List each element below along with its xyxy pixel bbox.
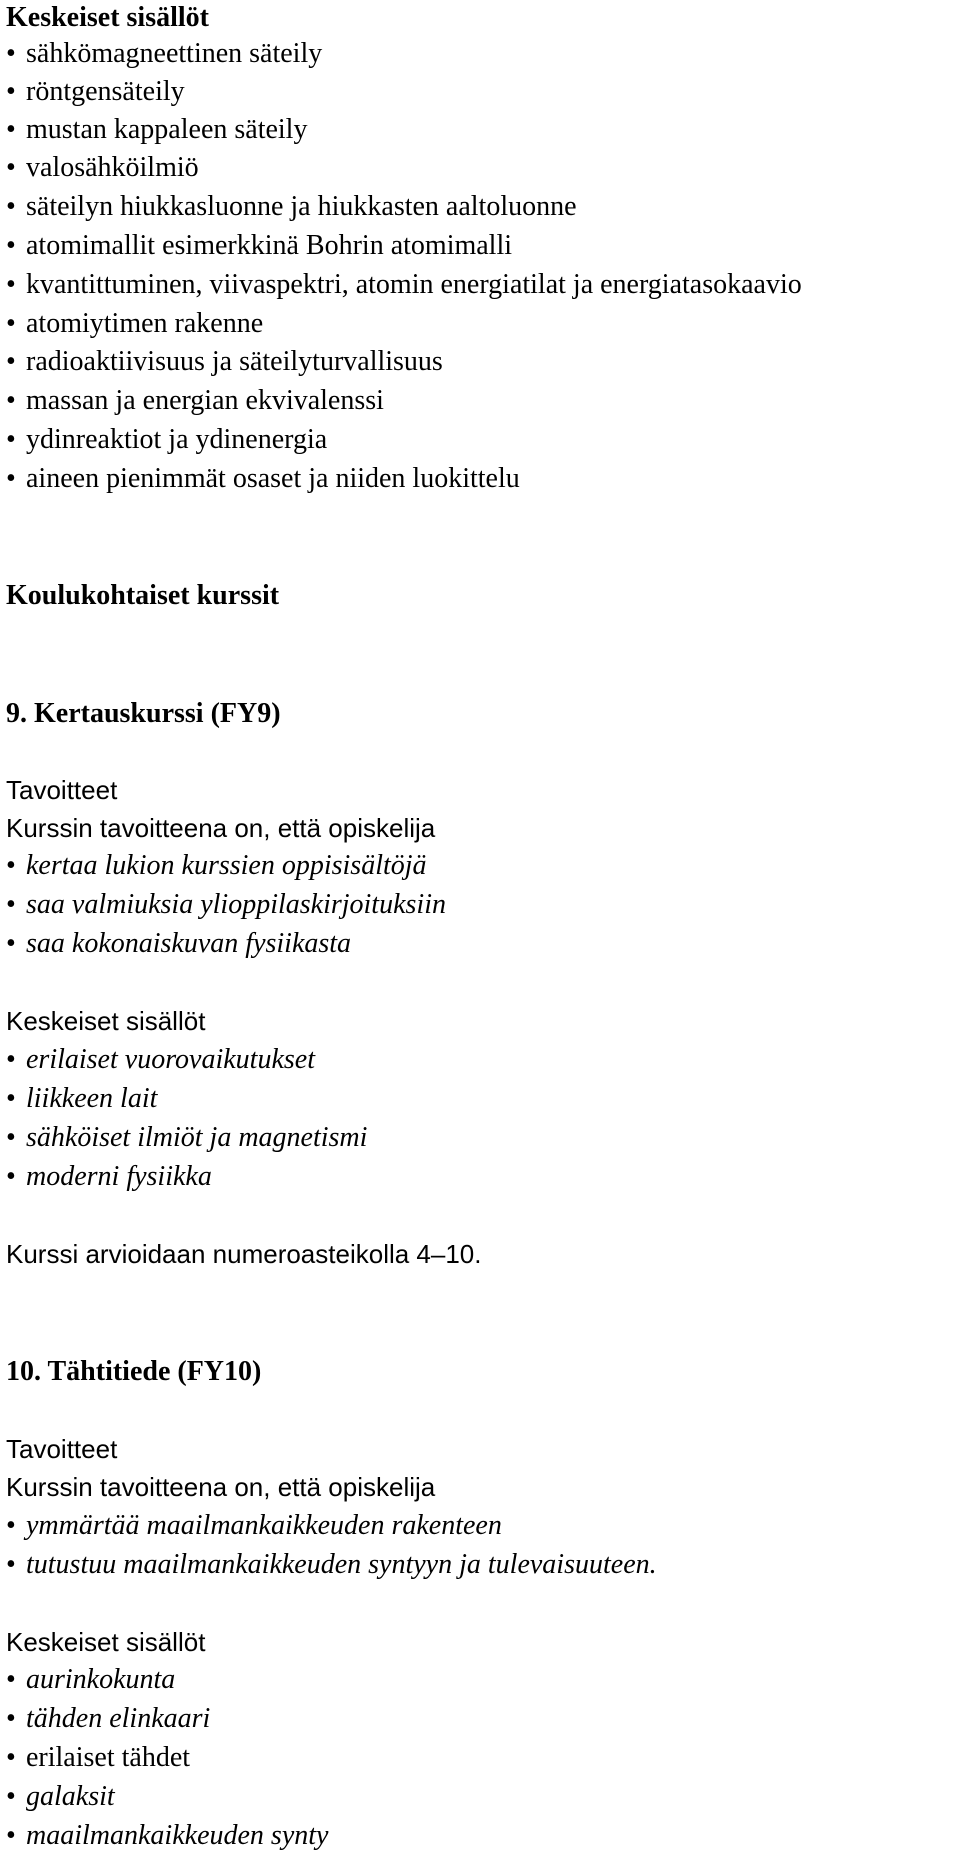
list-item-text: atomiytimen rakenne [26,308,264,339]
bullet: • [6,1044,16,1075]
list-item-text: kvantittuminen, viivaspektri, atomin energiatilat ja energiatasokaavio [26,269,802,300]
list-item-text: sähkömagneettinen säteily [26,38,323,69]
bullet: • [6,269,16,300]
list-item-text: tähden elinkaari [26,1703,211,1734]
list-item [6,189,577,225]
bullet: • [6,424,16,455]
list-item-text: valosähköilmiö [26,152,199,183]
list-item-text: röntgensäteily [26,76,185,107]
bullet: • [6,1820,16,1851]
list-item-text: maailmankaikkeuden synty [26,1820,329,1851]
list-item [6,1159,212,1195]
course9-assessment: Kurssi arvioidaan numeroasteikolla 4–10. [6,1239,482,1269]
list-item [6,1701,210,1737]
list-item-text: erilaiset tähdet [26,1742,191,1773]
list-item [6,1081,157,1117]
list-item [6,228,512,264]
list-item-text: liikkeen lait [26,1083,158,1114]
list-item-text: galaksit [26,1781,115,1812]
list-item [6,36,322,72]
list-item [6,926,351,962]
bullet: • [6,1781,16,1812]
list-item [6,74,185,110]
list-item [6,887,446,923]
bullet: • [6,230,16,261]
list-item [6,1547,657,1583]
list-item-text: ydinreaktiot ja ydinenergia [26,424,328,455]
list-item [6,112,307,148]
bullet: • [6,850,16,881]
list-item-text: kertaa lukion kurssien oppisisältöjä [26,850,427,881]
bullet: • [6,1549,16,1580]
bullet: • [6,1083,16,1114]
list-item-text: sähköiset ilmiöt ja magnetismi [26,1122,368,1153]
bullet: • [6,38,16,69]
bullet: • [6,152,16,183]
list-item [6,344,443,380]
list-item-text: aurinkokunta [26,1664,176,1695]
list-item [6,1818,328,1854]
list-item [6,1042,315,1078]
list-item-text: ymmärtää maailmankaikkeuden rakenteen [26,1510,502,1541]
list-item [6,422,327,458]
list-item-text: säteilyn hiukkasluonne ja hiukkasten aaltoluonne [26,191,577,222]
list-item [6,1120,367,1156]
course10-goals-intro: Kurssin tavoitteena on, että opiskelija [6,1472,436,1502]
list-item-text: tutustuu maailmankaikkeuden syntyyn ja tulevaisuuteen. [26,1549,657,1580]
bullet: • [6,1122,16,1153]
list-item-text: saa kokonaiskuvan fysiikasta [26,928,352,959]
bullet: • [6,76,16,107]
list-item [6,383,384,419]
list-item-text: moderni fysiikka [26,1161,212,1192]
list-item-text: mustan kappaleen säteily [26,114,308,145]
list-item-text: radioaktiivisuus ja säteilyturvallisuus [26,346,443,377]
course9-goals-heading: Tavoitteet [6,775,118,805]
bullet: • [6,346,16,377]
list-item [6,461,520,497]
list-item-text: atomimallit esimerkkinä Bohrin atomimalli [26,230,513,261]
bullet: • [6,308,16,339]
list-item [6,1662,175,1698]
bullet: • [6,385,16,416]
bullet: • [6,1161,16,1192]
bullet: • [6,463,16,494]
list-item [6,848,427,884]
list-item-text: erilaiset vuorovaikutukset [26,1044,315,1075]
list-item-text: saa valmiuksia ylioppilaskirjoituksiin [26,889,446,920]
contents-heading: Keskeiset sisällöt [6,2,209,33]
list-item [6,267,802,303]
bullet: • [6,889,16,920]
course9-goals-intro: Kurssin tavoitteena on, että opiskelija [6,813,436,843]
bullet: • [6,928,16,959]
bullet: • [6,1742,16,1773]
course10-goals-heading: Tavoitteet [6,1434,118,1464]
list-item [6,1740,190,1776]
list-item [6,1508,502,1544]
list-item [6,150,199,186]
list-item [6,306,263,342]
list-item-text: aineen pienimmät osaset ja niiden luokittelu [26,463,520,494]
course10-title: 10. Tähtitiede (FY10) [6,1356,262,1387]
list-item [6,1779,115,1815]
course9-contents-heading: Keskeiset sisällöt [6,1006,206,1036]
bullet: • [6,1664,16,1695]
bullet: • [6,191,16,222]
bullet: • [6,114,16,145]
course10-contents-heading: Keskeiset sisällöt [6,1627,206,1657]
bullet: • [6,1510,16,1541]
list-item-text: massan ja energian ekvivalenssi [26,385,384,416]
bullet: • [6,1703,16,1734]
course9-title: 9. Kertauskurssi (FY9) [6,698,281,729]
school-courses-heading: Koulukohtaiset kurssit [6,580,280,611]
